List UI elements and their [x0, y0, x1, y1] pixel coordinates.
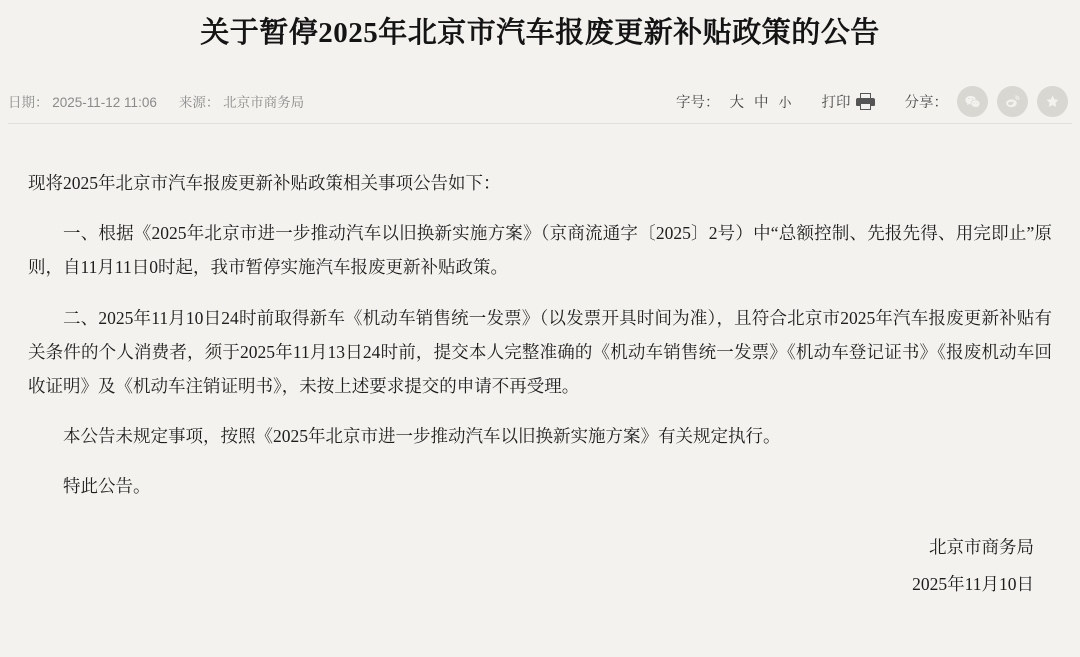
font-size-small-button[interactable]: 小: [778, 94, 792, 110]
printer-icon[interactable]: [856, 93, 875, 110]
publish-date: 日期： 2025-11-12 11:06: [8, 95, 157, 111]
document-meta: [8, 91, 304, 111]
toolbar-actions: [676, 86, 1068, 117]
body-paragraph-1: 现将2025年北京市汽车报废更新补贴政策相关事项公告如下：: [28, 173, 501, 194]
page-title: 关于暂停2025年北京市汽车报废更新补贴政策的公告: [200, 17, 880, 49]
print-label: 打印: [821, 94, 851, 111]
signature-issuer: 北京市商务局: [929, 537, 1034, 558]
weibo-share-icon[interactable]: [997, 86, 1028, 117]
document-toolbar: [0, 79, 1080, 123]
body-paragraph-4: 本公告未规定事项，按照《2025年北京市进一步推动汽车以旧换新实施方案》有关规定执行。: [63, 425, 781, 446]
signature-date: 2025年11月10日: [912, 573, 1034, 594]
signature-block: [28, 529, 1052, 603]
document-body: [0, 124, 1080, 603]
title-section: [0, 0, 1080, 53]
font-size-medium-button[interactable]: 中: [753, 94, 769, 111]
print-control[interactable]: [822, 91, 875, 112]
wechat-share-icon[interactable]: [957, 86, 988, 117]
font-size-large-button[interactable]: 大: [729, 94, 744, 111]
font-size-label: 字号：: [675, 94, 720, 111]
body-paragraph-2: 一、根据《2025年北京市进一步推动汽车以旧换新实施方案》（京商流通字〔2025〕2号）中“总额控制、先报先得、用完即止”原则，自11月11日0时起，我市暂停实施汽车报废更新补贴政策。: [28, 223, 1052, 278]
share-control: [905, 86, 1069, 117]
body-paragraph-5: 特此公告。: [63, 476, 151, 497]
font-size-control: [676, 91, 792, 112]
favorite-share-icon[interactable]: [1037, 86, 1068, 117]
share-label: 分享：: [904, 94, 948, 111]
body-paragraph-3: 二、2025年11月10日24时前取得新车《机动车销售统一发票》（以发票开具时间为准），且符合北京市2025年汽车报废更新补贴有关条件的个人消费者，须于2025年11月13日24时前，提交本人完整准确的《机动车销售统一发票》《机动车登记证书》《报废机动车回收证明》及《机动车注销证明书》，未按上述要求提交的申请不再受理。: [28, 307, 1052, 396]
publish-source: 来源： 北京市商务局: [178, 95, 305, 111]
